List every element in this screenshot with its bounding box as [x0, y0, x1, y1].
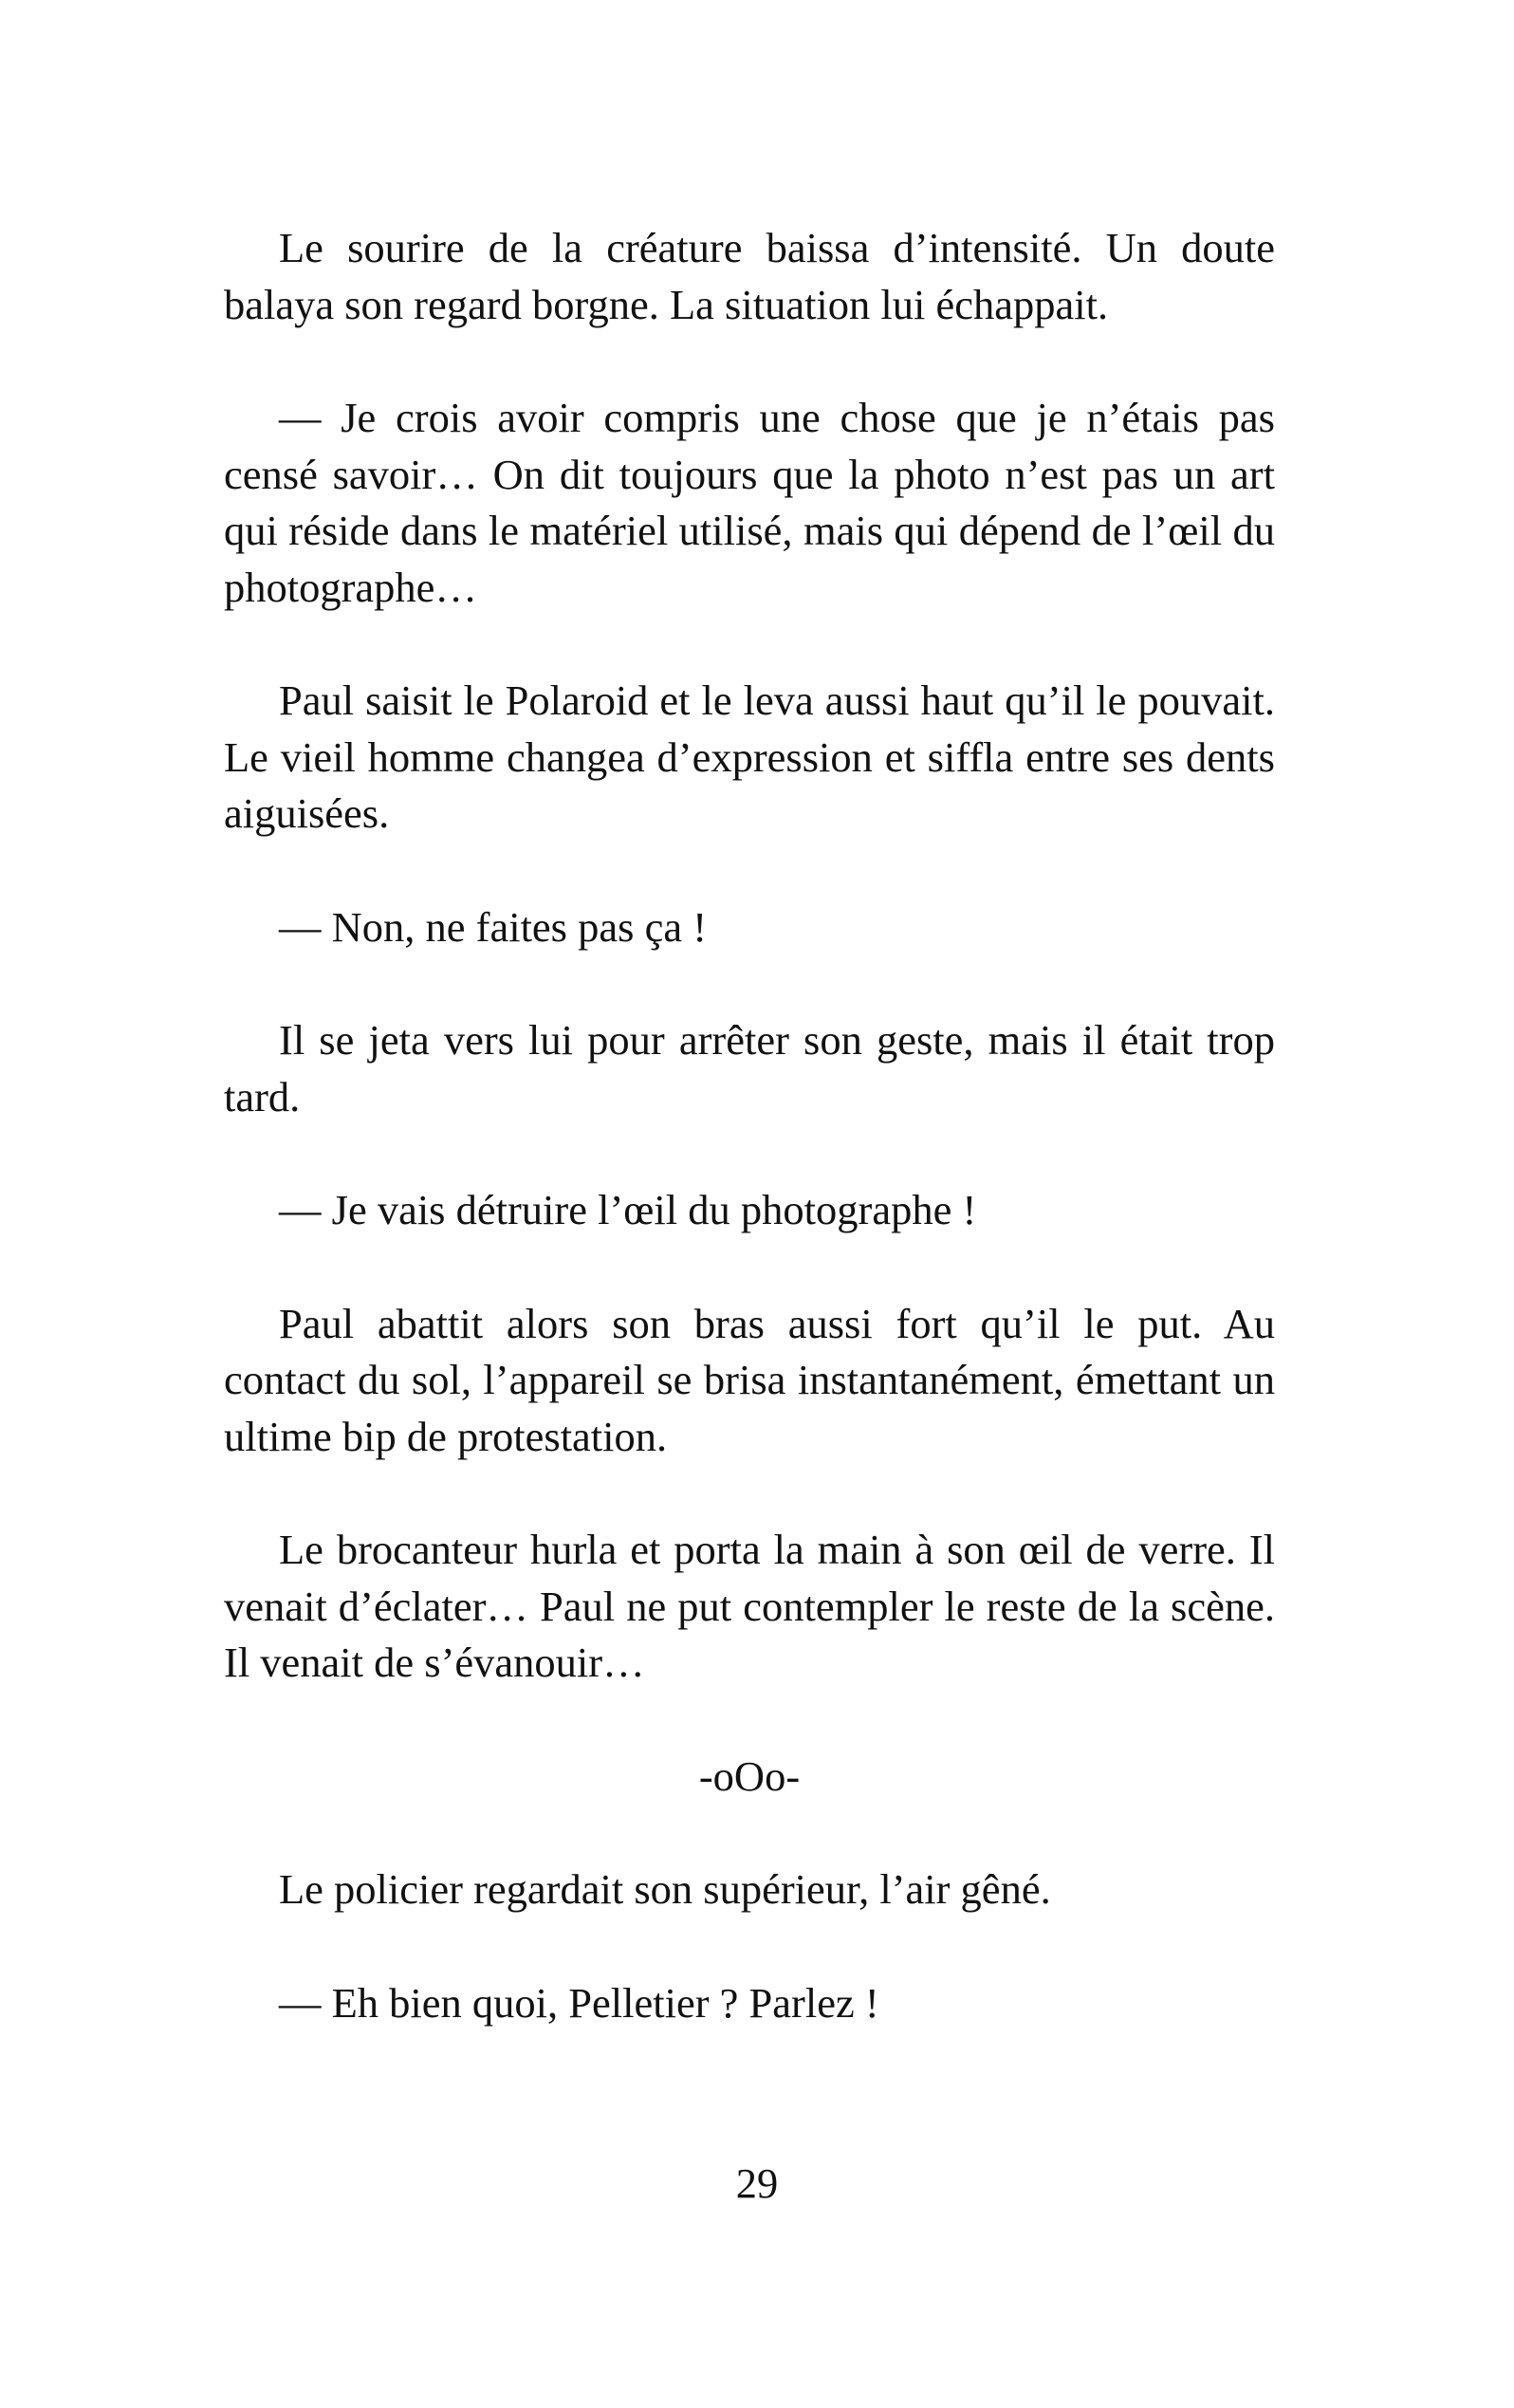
dialogue-paragraph: — Je vais détruire l’œil du photographe !: [279, 1186, 977, 1233]
page-number: 29: [735, 2159, 779, 2207]
dialogue-paragraph: — Je crois avoir compris une chose que je n’étais pas censé savoir… On dit toujours que la photo n’est pas un art qui réside dans le matériel utilisé, mais qui dépend de l’œil du photographe…: [224, 394, 1275, 611]
dialogue-paragraph: — Non, ne faites pas ça !: [279, 902, 708, 951]
paragraph: Le sourire de la créature baissa d’intensité. Un doute balaya son regard borgne. La situation lui échappait.: [224, 224, 1275, 328]
body-text: [224, 220, 1275, 2088]
scene-separator: -oOo-: [698, 1751, 801, 1800]
paragraph: Paul abattit alors son bras aussi fort qu’il le put. Au contact du sol, l’appareil se brisa instantanément, émettant un ultime bip de protestation.: [224, 1299, 1275, 1460]
paragraph: Paul saisit le Polaroid et le leva aussi haut qu’il le pouvait. Le vieil homme changea d’expression et siffla entre ses dents aiguisées.: [224, 676, 1275, 837]
dialogue-paragraph: — Eh bien quoi, Pelletier ? Parlez !: [279, 1978, 879, 2027]
paragraph: Il se jeta vers lui pour arrêter son geste, mais il était trop tard.: [224, 1016, 1275, 1121]
paragraph: Le brocanteur hurla et porta la main à son œil de verre. Il venait d’éclater… Paul ne put contempler le reste de la scène. Il venait de s’évanouir…: [224, 1526, 1275, 1686]
paragraph: Le policier regardait son supérieur, l’air gêné.: [279, 1865, 1051, 1913]
